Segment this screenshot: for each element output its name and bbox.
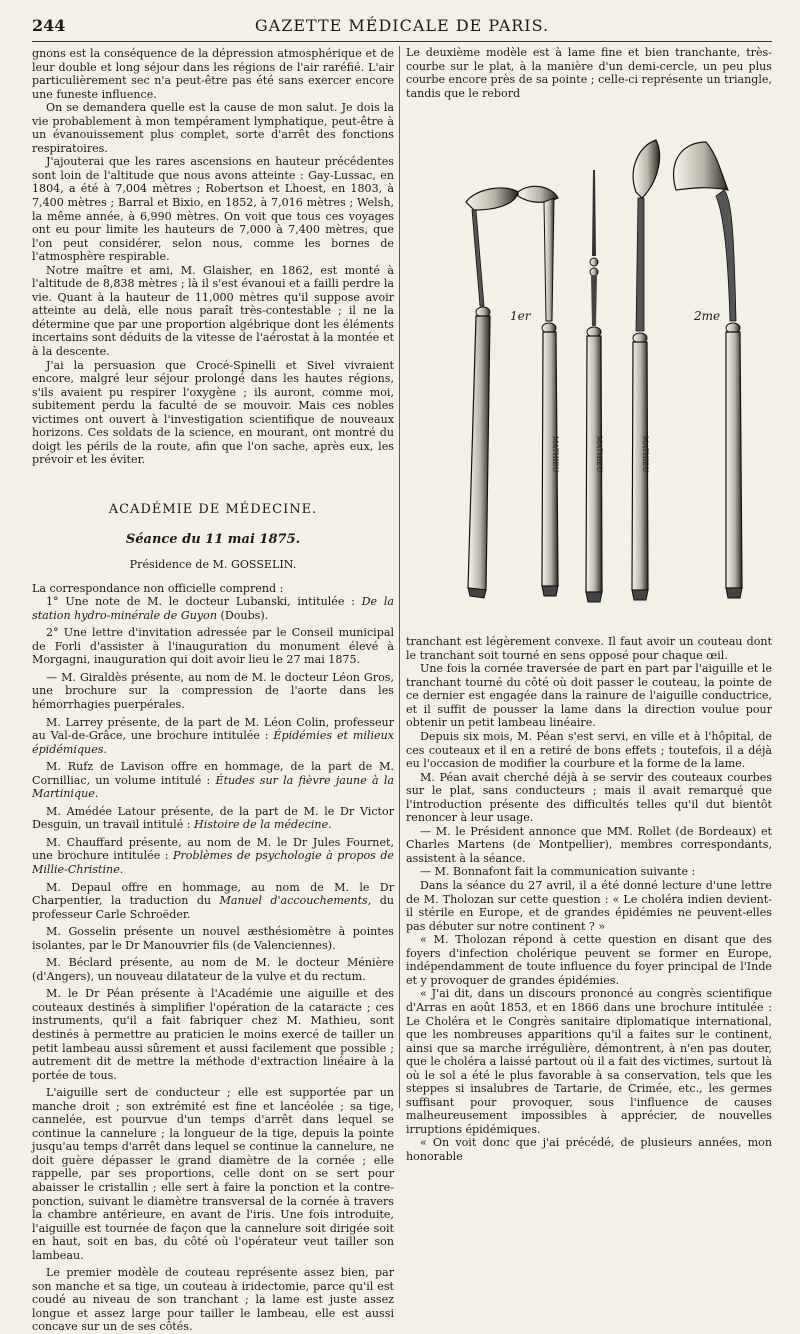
paragraph: — M. Bonnafont fait la communication suivante :	[420, 865, 696, 879]
correspondence-item	[32, 760, 394, 801]
paragraph: Notre maître et ami, M. Glaisher, en 1862, est monté à l'altitude de 8,838 mètres ; là il s'est évanoui et a failli perdre la vie. Quant à la hauteur de 11,000 mètres qu'il suppose avoir atteinte au delà, elle nous paraît très-contestable ; il ne la détermine que par une proportion algébrique dont les éléments incertains sont déduits de la vitesse de l'aérostat à la montée et à la descente.	[32, 263, 394, 359]
item-text: — M. Giraldès présente, au nom de M. le docteur Léon Gros, une brochure sur la compression de l'aorte dans les hémorrhagies puerpérales.	[32, 670, 394, 711]
item-text: 2° Une lettre d'invitation adressée par le Conseil municipal de Forli d'assister à l'inauguration du monument élevé à Morgagni, inauguration qui doit avoir lieu le 27 mai 1875.	[32, 626, 394, 667]
item-title: De la station hydro-minérale de Guyon	[32, 595, 394, 622]
item-text: Le premier modèle de couteau représente assez bien, par son manche et sa tige, un couteau à iridectomie, parce qu'il est coudé au niveau de son tranchant ; la lame est juste assez longue et assez large pour tailler le lambeau, elle est aussi concave sur un de ses côtés.	[32, 1266, 394, 1334]
correspondence-item	[32, 716, 394, 757]
item-text: M. Amédée Latour présente, de la part de M. le Dr Victor Desguin, un travail intitulé :	[32, 804, 394, 832]
item-tail: du professeur Carle Schroëder.	[32, 894, 394, 921]
section-title: ACADÉMIE DE MÉDECINE.	[108, 501, 318, 517]
item-text: M. Chauffard présente, au nom de M. le Dr Jules Fournet, une brochure intitulée :	[32, 835, 394, 863]
paragraph: — M. le Président annonce que MM. Rollet (de Bordeaux) et Charles Martens (de Montpellier), membres correspondants, assistent à la séance.	[406, 824, 772, 865]
instruments-figure	[406, 106, 772, 621]
item-title: Études sur la fièvre jaune à la Martinique.	[32, 773, 394, 801]
cataract-instruments-illustration	[406, 106, 772, 621]
correspondence-item	[32, 881, 394, 922]
correspondence-item	[32, 987, 394, 1082]
paragraph: M. Péan avait cherché déjà à se servir des couteaux courbes sur le plat, sans conducteurs ; mais il avait remarqué que l'introduction présente des difficultés telles qu'il dut bientôt renoncer à leur usage.	[406, 770, 772, 825]
item-text: M. Rufz de Lavison offre en hommage, de la part de M. Cornilliac, un volume intitulé :	[32, 760, 394, 787]
seance-heading: Séance du 11 mai 1875.	[125, 531, 301, 547]
paragraph: On se demandera quelle est la cause de mon salut. Je dois la vie probablement à mon tempérament lymphatique, peut-être à un évanouissement plus complet, sorte d'arrêt des fonctions respiratoires.	[32, 101, 394, 155]
maker-mark-2: MATHIEU	[595, 436, 603, 473]
column-divider	[399, 46, 400, 1108]
paragraph: « M. Tholozan répond à cette question en disant que des foyers d'infection cholérique peuvent se former en Europe, indépendamment de toute influence du foyer principal de l'Inde et y provoquer de grandes épidémies.	[406, 933, 772, 987]
correspondence-item	[32, 1266, 394, 1334]
item-text: M. Béclard présente, au nom de M. le docteur Ménière (d'Angers), un nouveau dilatateur de la vulve et du rectum.	[32, 956, 394, 983]
correspondence-intro: La correspondance non officielle comprend :	[32, 581, 284, 595]
item-title: Manuel d'accouchements,	[219, 894, 372, 908]
header-rule	[32, 41, 772, 42]
item-text: 1° Une note de M. le docteur Lubanski, intitulée :	[46, 595, 362, 609]
item-title: Histoire de la médecine.	[194, 818, 332, 832]
figure-label-first: 1er	[510, 309, 531, 324]
item-text: L'aiguille sert de conducteur ; elle est supportée par un manche droit ; son extrémité est fine et lancéolée ; sa tige, cannelée, est pourvue d'un temps d'arrêt dans lequel se continue la cannelure ; la longueur de la tige, depuis la pointe jusqu'au temps d'arrêt dans lequel se continue la cannelure, ne doit guère dépasser le grand diamètre de la cornée ; elle rappelle, par ses proportions, celle dont on se sert pour abaisser le cristallin ; elle sert à faire la ponction et la contre-ponction, suivant le diamètre transversal de la cornée à travers la chambre antérieure, en avant de l'iris. Une fois introduite, l'aiguille est tournée de façon que la cannelure soit dirigée soit en haut, soit en bas, du côté où l'opérateur veut tailler son lambeau.	[32, 1086, 394, 1262]
correspondence-item	[32, 626, 394, 667]
grooved-guide-needle	[586, 170, 603, 602]
knife-second-model	[674, 142, 742, 598]
correspondence-list	[32, 595, 394, 1334]
item-title: Problèmes de psychologie à propos de Millie-Christine.	[32, 849, 394, 876]
knife-curved-variant	[632, 140, 660, 600]
left-column	[32, 47, 394, 1334]
right-column	[406, 46, 772, 1164]
maker-mark-3: MATHIEU	[641, 436, 649, 473]
correspondence-item	[32, 925, 394, 952]
item-tail: (Doubs).	[217, 608, 269, 622]
paragraph: « On voit donc que j'ai précédé, de plusieurs années, mon honorable	[406, 1136, 772, 1163]
presidence-line: Présidence de M. GOSSELIN.	[129, 558, 297, 572]
paragraph: J'ajouterai que les rares ascensions en hauteur précédentes sont loin de l'altitude que nous avons atteinte : Gay-Lussac, en 1804, a été à 7,004 mètres ; Robertson et Lhoest, en 1803, à 7,400 mètres ; Barral et Bixio, en 1852, à 7,016 mètres ; Welsh, la même année, à 6,990 mètres. On voit que tous ces voyages ont eu pour limite les hauteurs de 7,000 à 7,400 mètres, que l'on peut considérer, selon nous, comme les bornes de l'atmosphère respirable.	[32, 155, 394, 264]
paragraph: gnons est la conséquence de la dépression atmosphérique et de leur double et long séjour dans les régions de l'air raréfié. L'air particulièrement sec n'a peut-être pas été sans exercer encore une funeste influence.	[32, 47, 394, 101]
correspondence-item	[32, 956, 394, 983]
page-header	[32, 14, 772, 42]
knife-variant-second	[542, 198, 559, 596]
correspondence-item	[32, 671, 394, 712]
paragraph: « J'ai dit, dans un discours prononcé au congrès scientifique d'Arras en août 1853, et en 1866 dans une brochure intitulée : Le Choléra et le Congrès sanitaire diplomatique international, que les nombreuses apparitions qu'il a faites sur le continent, ainsi que sa marche irrégulière, démontrent, à n'en pas douter, que le choléra a laissé partout où il a fait des victimes, surtout là où le sol a été le plus favorable à sa conservation, tels que les steppes si insalubres de Tartarie, de Crimée, etc., les germes suffisant pour provoquer, sous l'influence de causes malheureusement impossibles à apprécier, de nouvelles irruptions épidémiques.	[406, 987, 772, 1136]
item-text: M. le Dr Péan présente à l'Académie une aiguille et des couteaux destinés à simplifier l'opération de la cataracte ; ces instruments, qu'il a fait fabriquer chez M. Mathieu, sont destinés à permettre au praticien le moins exercé de tailler un petit lambeau aussi sûrement et aussi facilement que possible ; autrement dit de mettre la méthode d'extraction linéaire à la portée de tous.	[32, 987, 394, 1082]
figure-label-second: 2me	[694, 309, 721, 324]
paragraph: J'ai la persuasion que Crocé-Spinelli et Sivel vivraient encore, malgré leur séjour prolongé dans les hautes régions, s'ils avaient pu respirer l'oxygène ; ils auront, comme moi, subitement perdu la faculté de se mouvoir. Mais ces nobles victimes ont ouvert à l'investigation scientifique de nouveaux horizons. Ces soldats de la science, en mourant, ont montré du doigt les périls de la route, afin que l'on sache, après eux, les prévoir et les éviter.	[32, 358, 394, 467]
item-text: M. Gosselin présente un nouvel æsthésiomètre à pointes isolantes, par le Dr Manouvrier fils (de Valenciennes).	[32, 925, 394, 952]
item-title: Épidémies et milieux épidémiques.	[32, 729, 394, 756]
item-text: M. Larrey présente, de la part de M. Léon Colin, professeur au Val-de-Grâce, une brochure intitulée :	[32, 715, 394, 743]
paragraph: Le deuxième modèle est à lame fine et bien tranchante, très-courbe sur le plat, à la manière d'un demi-cercle, un peu plus courbe encore près de sa pointe ; celle-ci représente un triangle, tandis que le rebord	[406, 46, 772, 100]
correspondence-item	[32, 1086, 394, 1262]
paragraph: Une fois la cornée traversée de part en part par l'aiguille et le tranchant tourné du côté où doit passer le couteau, la pointe de ce dernier est engagée dans la rainure de l'aiguille conductrice, et il suffit de pousser la lame dans la direction voulue pour obtenir un petit lambeau linéaire.	[406, 662, 772, 730]
journal-title: GAZETTE MÉDICALE DE PARIS.	[254, 16, 550, 35]
paragraph: tranchant est légèrement convexe. Il faut avoir un couteau dont le tranchant soit tourné en sens opposé pour chaque œil.	[406, 635, 772, 662]
correspondence-item	[32, 595, 394, 622]
correspondence-item	[32, 836, 394, 877]
paragraph: Depuis six mois, M. Péan s'est servi, en ville et à l'hôpital, de ces couteaux et il en a retiré de bons effets ; toutefois, il a déjà eu l'occasion de modifier la courbure et la forme de la lame.	[406, 730, 772, 771]
page-number: 244	[32, 16, 66, 35]
correspondence-item	[32, 805, 394, 832]
item-text: M. Depaul offre en hommage, au nom de M. le Dr Charpentier, la traduction du	[32, 880, 394, 908]
maker-mark-1: MATHIEU	[551, 436, 559, 473]
paragraph: Dans la séance du 27 avril, il a été donné lecture d'une lettre de M. Tholozan sur cette question : « Le choléra indien devient-il stérile en Europe, et de grandes épidémies ne peuvent-elles pas débuter sur notre continent ? »	[406, 879, 772, 933]
